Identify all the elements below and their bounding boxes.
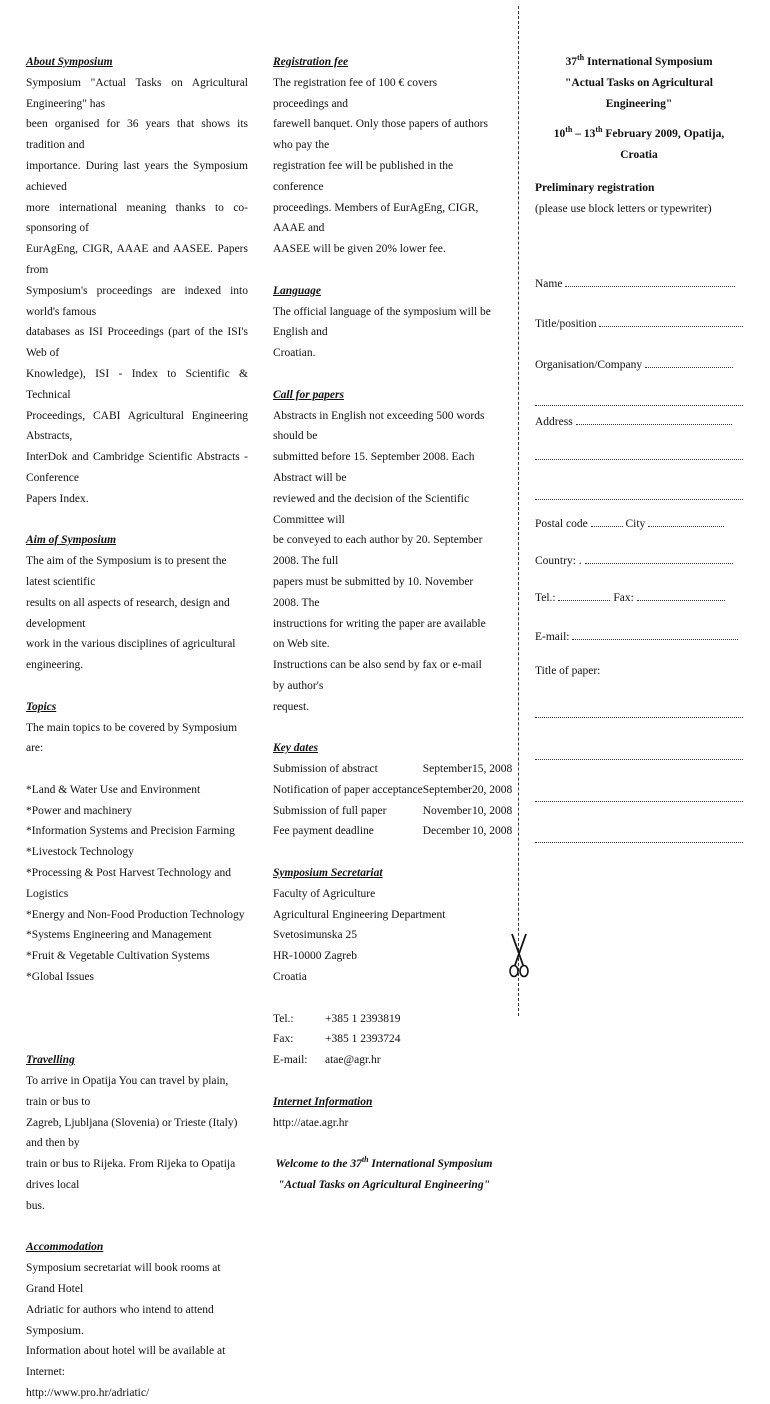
column-info [26,52,248,1404]
text-line: registration fee will be published in the conference [273,159,454,193]
field-label: Organisation/Company [535,359,643,372]
text-line: Zagreb, Ljubljana (Slovenia) or Trieste (Italy) and then by [26,1116,238,1150]
organisation-field[interactable] [535,355,743,376]
text-line: Knowledge), ISI - Index to Scientific & Technical [26,367,248,401]
field-label: Name [535,277,563,290]
travelling-heading: Travelling [26,1054,75,1067]
text-line: be conveyed to each author by 20. September 2008. The full [273,534,483,568]
tel-fax-field[interactable] [535,588,743,609]
address-line: HR-10000 Zagreb [273,950,357,963]
table-row [273,780,512,801]
date-sup: th [565,125,573,135]
text-line: Adriatic for authors who intend to attend Symposium. [26,1303,214,1337]
topic-item: *Information Systems and Precision Farming [26,825,235,838]
topic-item: *Systems Engineering and Management [26,929,212,942]
welcome-title: "Actual Tasks on Agricultural Engineering" [278,1179,490,1192]
country-field[interactable] [535,551,743,572]
text-line: databases as ISI Proceedings (part of the ISI's Web of [26,326,248,360]
city-input-line[interactable] [648,514,724,527]
text-line: Abstracts in English not exceeding 500 words should be [273,409,485,443]
field-label: E-mail: [535,630,570,643]
email-field[interactable] [535,627,743,648]
text-line: results on all aspects of research, design and development [26,596,230,630]
table-row [273,821,512,842]
org-input-line[interactable] [645,355,733,368]
table-row [273,759,512,780]
email-link[interactable]: atae@agr.hr [325,1054,381,1067]
paper-title-line-1[interactable] [535,696,743,718]
welcome-sup: th [361,1155,369,1165]
language-heading: Language [273,284,321,297]
text-line: farewell banquet. Only those papers of authors who pay the [273,118,488,152]
date-value: 15, 2008 [471,763,513,776]
field-label: Fax: [613,591,634,604]
address-field[interactable] [535,412,743,433]
paper-title-label: Title of paper: [535,665,601,678]
text-line: reviewed and the decision of the Scientific Committee will [273,492,470,526]
date-text: 10 [553,128,566,141]
topics-intro: The main topics to be covered by Symposium are: [26,721,238,755]
fee-heading: Registration fee [273,56,349,68]
text-line: proceedings. Members of EurAgEng, CIGR, AAAE and [273,201,479,235]
date-label: Notification of paper acceptance [273,783,423,796]
text-line: Symposium "Actual Tasks on Agricultural Engineering" has [26,76,248,110]
scissors-icon [508,932,530,978]
text-line: Instructions can be also send by fax or e-mail by author's [273,659,482,692]
field-label: Country: . [535,554,582,567]
topic-item: *Fruit & Vegetable Cultivation Systems [26,950,210,963]
column-details [273,52,513,1196]
fax-input-line[interactable] [637,588,725,601]
field-label: Tel.: [535,591,556,604]
registration-form [535,52,743,843]
hotel-link[interactable]: http://www.pro.hr/adriatic/ [26,1387,150,1399]
text-line: Proceedings, CABI Agricultural Engineering Abstracts, [26,409,248,443]
field-label: Postal code [535,518,588,531]
paper-title-line-3[interactable] [535,780,743,802]
date-month: December [422,825,470,838]
date-label: Fee payment deadline [273,825,374,838]
text-line: importance. During last years the Symposium achieved [26,159,248,193]
about-heading: About Symposium [26,56,113,68]
address-line: Agricultural Engineering Department [273,908,446,921]
text-line: The aim of the Symposium is to present the latest scientific [26,555,227,588]
aim-heading: Aim of Symposium [26,534,117,547]
topic-item: *Livestock Technology [26,846,134,859]
text-line: been organised for 36 years that shows its tradition and [26,118,248,152]
text-line: Symposium's proceedings are indexed into world's famous [26,284,248,318]
address-line: Svetosimunska 25 [273,929,358,942]
text-line: AASEE will be given 20% lower fee. [273,243,446,256]
table-row [273,1029,401,1050]
topics-heading: Topics [26,700,57,713]
country-input-line[interactable] [585,551,733,564]
title-input-line[interactable] [599,314,743,327]
topic-item: *Processing & Post Harvest Technology and Logistics [26,867,232,900]
date-value: 10, 2008 [471,804,513,817]
field-label: Address [535,415,573,428]
paper-title-line-2[interactable] [535,738,743,760]
call-heading: Call for papers [273,388,344,401]
date-sup: th [595,125,603,135]
contact-table [273,1009,401,1071]
prelim-heading: Preliminary registration [535,181,655,194]
date-month: November [422,804,472,817]
text-line: submitted before 15. September 2008. Each Abstract will be [273,451,475,484]
prelim-note: (please use block letters or typewriter) [535,202,712,215]
text-line: The registration fee of 100 € covers proceedings and [273,76,438,110]
name-input-line[interactable] [565,274,735,287]
date-value: 20, 2008 [471,783,513,796]
date-label: Submission of abstract [273,763,378,776]
key-dates-heading: Key dates [273,742,319,755]
fax-number: +385 1 2393724 [325,1033,401,1046]
topic-item: *Energy and Non-Food Production Technology [26,908,245,921]
text-line: Papers Index. [26,492,89,505]
text-line: request. [273,700,310,713]
text-line: more international meaning thanks to co-sponsoring of [26,201,248,235]
org-continuation-line[interactable] [535,384,743,406]
website-link[interactable]: http://atae.agr.hr [273,1116,349,1129]
text-line: train or bus to Rijeka. From Rijeka to Opatija drives local [26,1158,236,1192]
address-line: Faculty of Agriculture [273,887,376,900]
accommodation-heading: Accommodation [26,1241,104,1254]
paper-title-line-4[interactable] [535,822,743,844]
about-text [26,73,248,510]
text-line: InterDok and Cambridge Scientific Abstracts - Conference [26,451,248,484]
cut-line [518,6,519,1016]
text-line: EurAgEng, CIGR, AAAE and AASEE. Papers from [26,243,248,276]
internet-heading: Internet Information [273,1095,373,1108]
phone-number: +385 1 2393819 [325,1012,401,1025]
contact-label: Tel.: [273,1012,294,1025]
address-line-3[interactable] [535,478,743,500]
date-value: 10, 2008 [471,825,513,838]
title-text: 37 [565,56,577,68]
title-text: "Actual Tasks on Agricultural Engineering" [565,76,713,110]
date-month: September [422,783,472,796]
address-line: Croatia [273,971,307,984]
title-text: International Symposium [584,56,713,68]
field-label: Title/position [535,318,597,331]
text-line: Croatian. [273,347,316,360]
topic-item: *Power and machinery [26,804,133,817]
form-title [535,52,743,114]
contact-label: E-mail: [273,1054,308,1067]
address-input-line[interactable] [576,412,732,425]
text-line: Symposium secretariat will book rooms at Grand Hotel [26,1262,221,1296]
secretariat-heading: Symposium Secretariat [273,867,383,880]
key-dates-table [273,759,512,842]
table-row [273,1009,401,1030]
date-month: September [422,763,472,776]
text-line: The official language of the symposium will be English and [273,305,491,339]
date-text: February 2009, Opatija, Croatia [602,128,725,162]
date-label: Submission of full paper [273,804,387,817]
postal-input-line[interactable] [591,514,623,527]
event-dates [535,124,743,166]
text-line: papers must be submitted by 10. November 2008. The [273,575,474,609]
text-line: bus. [26,1199,45,1212]
name-field[interactable] [535,274,743,295]
text-line: To arrive in Opatija You can travel by plain, train or bus to [26,1075,229,1108]
date-text: – 13 [572,128,596,141]
contact-label: Fax: [273,1033,294,1046]
text-line: instructions for writing the paper are available on Web site. [273,617,486,651]
topic-item: *Global Issues [26,971,95,984]
welcome-text: International Symposium [368,1158,493,1171]
text-line: work in the various disciplines of agricultural engineering. [26,638,236,672]
email-input-line[interactable] [572,627,738,640]
table-row [273,801,512,822]
table-row [273,1050,401,1071]
address-line-2[interactable] [535,439,743,461]
text-line: Information about hotel will be available at Internet: [26,1345,226,1379]
title-sup: th [576,53,585,63]
tel-input-line[interactable] [558,588,610,601]
topic-item: *Land & Water Use and Environment [26,783,201,796]
title-position-field[interactable] [535,314,743,335]
welcome-message [273,1154,495,1196]
field-label: City [625,518,646,531]
postal-city-field[interactable] [535,514,743,535]
welcome-text: Welcome to the 37 [275,1158,362,1171]
